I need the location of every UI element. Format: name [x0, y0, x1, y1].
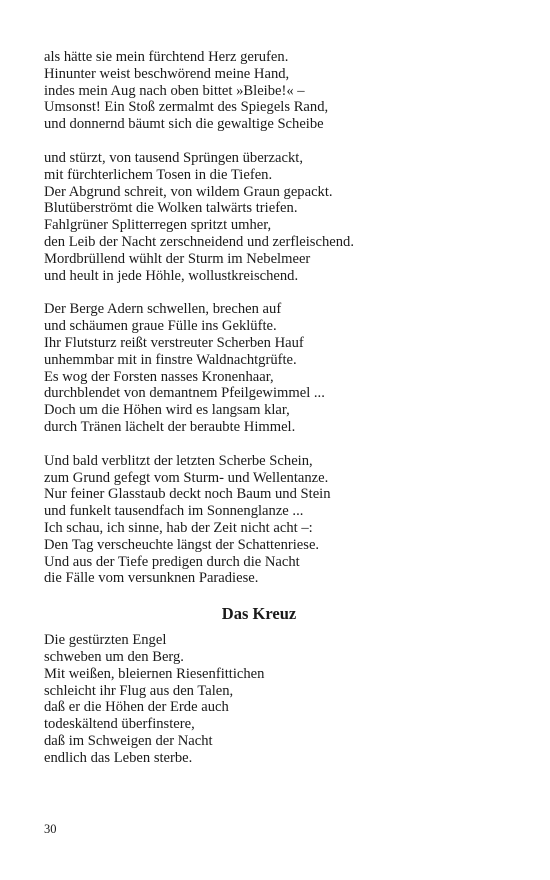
verse-line: Es wog der Forsten nasses Kronenhaar,	[44, 368, 274, 385]
verse-line: Blutüberströmt die Wolken talwärts triefen.	[44, 200, 298, 217]
verse-line: endlich das Leben sterbe.	[44, 749, 193, 766]
verse-line: als hätte sie mein fürchtend Herz gerufen.	[44, 49, 289, 65]
stanza-4	[44, 453, 514, 587]
verse-line: Und bald verblitzt der letzten Scherbe Schein,	[44, 452, 313, 469]
verse-line: und stürzt, von tausend Sprüngen überzackt,	[44, 149, 303, 166]
page-number: 30	[44, 822, 57, 836]
verse-line: Den Tag verscheuchte längst der Schattenriese.	[44, 536, 320, 553]
stanza-1	[44, 49, 514, 133]
verse-line: Umsonst! Ein Stoß zermalmt des Spiegels Rand,	[44, 99, 329, 116]
verse-line: durch Tränen lächelt der beraubte Himmel.	[44, 418, 296, 435]
verse-line: schweben um den Berg.	[44, 648, 184, 665]
verse-line: und heult in jede Höhle, wollustkreischend.	[44, 267, 299, 284]
verse-line: Mit weißen, bleiernen Riesenfittichen	[44, 665, 265, 682]
verse-line: Doch um die Höhen wird es langsam klar,	[44, 402, 290, 419]
stanza-kreuz-1	[44, 632, 514, 766]
verse-line: den Leib der Nacht zerschneidend und zerfleischend.	[44, 233, 354, 250]
verse-line: todeskältend überfinstere,	[44, 716, 195, 733]
verse-line: Der Abgrund schreit, von wildem Graun gepackt.	[44, 183, 333, 200]
verse-line: schleicht ihr Flug aus den Talen,	[44, 682, 234, 699]
verse-line: indes mein Aug nach oben bittet »Bleibe!« –	[44, 82, 305, 99]
verse-line: unhemmbar mit in finstre Waldnachtgrüfte.	[44, 351, 297, 368]
verse-line: daß im Schweigen der Nacht	[44, 732, 213, 749]
verse-line: Die gestürzten Engel	[44, 632, 167, 649]
verse-line: die Fälle vom versunknen Paradiese.	[44, 570, 259, 587]
stanza-2	[44, 150, 514, 284]
verse-line: Mordbrüllend wühlt der Sturm im Nebelmeer	[44, 250, 311, 267]
verse-line: Nur feiner Glasstaub deckt noch Baum und Stein	[44, 486, 331, 503]
verse-line: Ihr Flutsturz reißt verstreuter Scherben Hauf	[44, 334, 304, 351]
stanza-3	[44, 301, 514, 435]
verse-line: Fahlgrüner Splitterregen spritzt umher,	[44, 217, 272, 234]
verse-line: Hinunter weist beschwörend meine Hand,	[44, 65, 290, 82]
verse-line: Ich schau, ich sinne, hab der Zeit nicht acht –:	[44, 519, 313, 536]
verse-line: durchblendet von demantnem Pfeilgewimmel ...	[44, 385, 325, 402]
verse-line: mit fürchterlichem Tosen in die Tiefen.	[44, 166, 273, 183]
poem-title: Das Kreuz	[221, 604, 297, 624]
verse-line: und funkelt tausendfach im Sonnenglanze ...	[44, 503, 304, 520]
poem-text	[44, 49, 514, 783]
verse-line: Und aus der Tiefe predigen durch die Nacht	[44, 553, 300, 570]
verse-line: zum Grund gefegt vom Sturm- und Wellentanze.	[44, 469, 329, 486]
verse-line: und schäumen graue Fülle ins Geklüfte.	[44, 318, 277, 335]
verse-line: Der Berge Adern schwellen, brechen auf	[44, 301, 282, 318]
verse-line: und donnernd bäumt sich die gewaltige Scheibe	[44, 116, 324, 133]
verse-line: daß er die Höhen der Erde auch	[44, 699, 229, 716]
